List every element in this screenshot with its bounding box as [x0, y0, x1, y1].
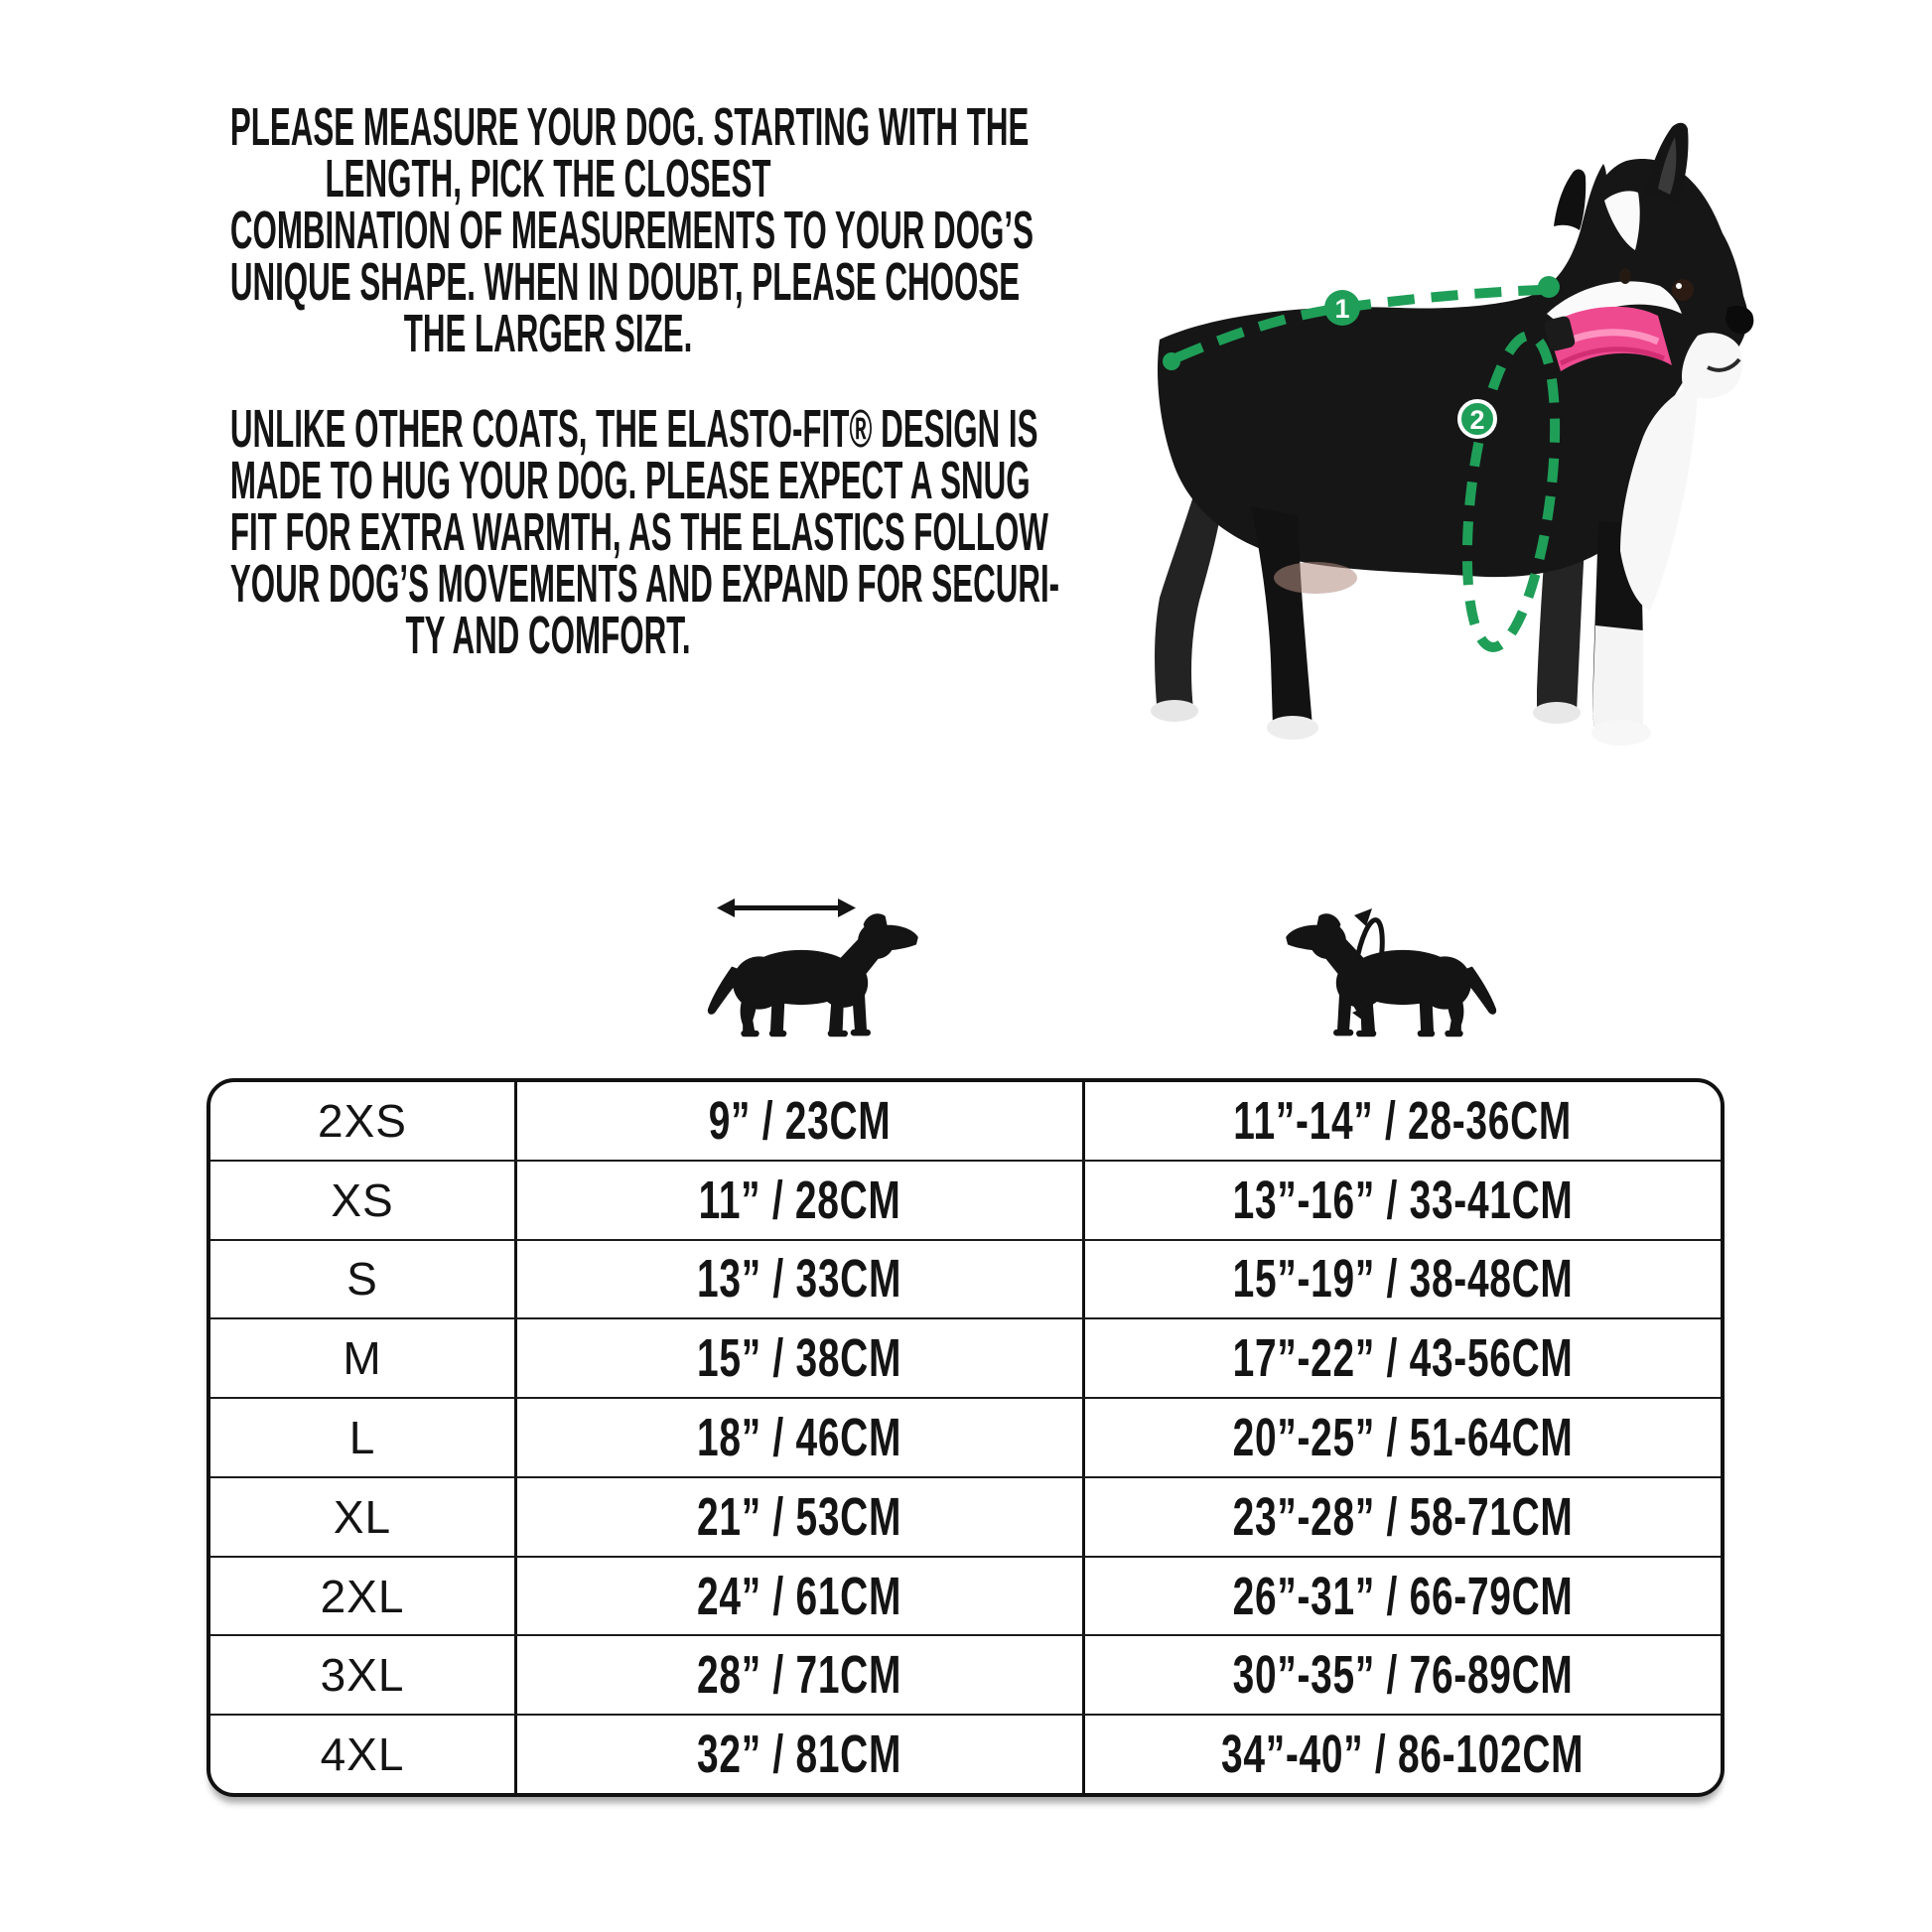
girth-cell: 11”-14” / 28-36CM — [1082, 1082, 1721, 1160]
fit-note-line: TY AND COMFORT. — [405, 606, 691, 665]
length-cell: 21” / 53CM — [514, 1478, 1082, 1556]
dog-front-white-sock — [1592, 625, 1643, 733]
dog-eye — [1672, 279, 1694, 301]
intro-line: COMBINATION OF MEASUREMENTS TO YOUR DOG’S — [229, 201, 1034, 260]
length-measure-icon — [685, 882, 1003, 1060]
girth-icon-svg — [1271, 882, 1588, 1060]
dog-near-rear-paw — [1267, 716, 1318, 740]
intro-line: LENGTH, PICK THE CLOSEST — [325, 149, 771, 208]
dog-eye-glint — [1676, 283, 1682, 289]
dog-photo-illustration — [1102, 69, 1876, 764]
table-row — [210, 1239, 1721, 1318]
table-row — [210, 1476, 1721, 1556]
size-cell: M — [343, 1332, 382, 1385]
size-cell: S — [346, 1253, 378, 1306]
girth-cell: 30”-35” / 76-89CM — [1082, 1636, 1721, 1714]
size-cell: L — [348, 1412, 376, 1464]
fit-note-line: MADE TO HUG YOUR DOG. PLEASE EXPECT A SNUG — [229, 451, 1031, 510]
length-cell: 24” / 61CM — [514, 1558, 1082, 1635]
size-cell: XS — [331, 1173, 394, 1226]
table-row — [210, 1317, 1721, 1397]
girth-measure-icon — [1271, 882, 1588, 1060]
girth-cell: 23”-28” / 58-71CM — [1082, 1478, 1721, 1556]
length-cell: 32” / 81CM — [514, 1716, 1082, 1793]
intro-line: UNIQUE SHAPE. WHEN IN DOUBT, PLEASE CHOOSE — [229, 252, 1021, 312]
table-row — [210, 1082, 1721, 1160]
size-cell: 2XL — [320, 1570, 405, 1622]
girth-cell: 15”-19” / 38-48CM — [1082, 1241, 1721, 1318]
girth-cell: 34”-40” / 86-102CM — [1082, 1716, 1721, 1793]
length-cell: 18” / 46CM — [514, 1399, 1082, 1476]
dog-far-eye — [1619, 268, 1631, 284]
length-cell: 15” / 38CM — [514, 1319, 1082, 1397]
size-cell: 4XL — [320, 1728, 405, 1781]
size-chart-table — [207, 1078, 1725, 1797]
size-cell: 2XS — [318, 1094, 407, 1147]
intro-line: PLEASE MEASURE YOUR DOG. STARTING WITH THE — [229, 97, 1030, 157]
dog-far-ear — [1554, 170, 1586, 230]
dog-measure-photo — [1102, 69, 1876, 764]
intro-line: THE LARGER SIZE. — [403, 304, 693, 363]
dog-silhouette — [708, 913, 918, 1036]
dog-far-rear-paw — [1151, 700, 1198, 722]
table-row — [210, 1556, 1721, 1635]
dog-silhouette — [1286, 913, 1496, 1036]
elasto-fit-note — [0, 399, 1096, 665]
fit-note-line: FIT FOR EXTRA WARMTH, AS THE ELASTICS FOLLOW — [229, 502, 1048, 562]
length-cell: 13” / 33CM — [514, 1241, 1082, 1318]
length-arrow — [717, 898, 856, 917]
fit-note-line: YOUR DOG’S MOVEMENTS AND EXPAND FOR SECURI- — [229, 554, 1060, 614]
dog-far-front-paw — [1533, 702, 1581, 724]
dog-near-front-paw — [1591, 720, 1651, 746]
girth-cell: 17”-22” / 43-56CM — [1082, 1319, 1721, 1397]
girth-cell: 26”-31” / 66-79CM — [1082, 1558, 1721, 1635]
measure-line-1-end-dot — [1538, 276, 1560, 298]
girth-cell: 13”-16” / 33-41CM — [1082, 1162, 1721, 1239]
fit-note-line: UNLIKE OTHER COATS, THE ELASTO-FIT® DESIGN IS — [229, 399, 1038, 459]
girth-cell: 20”-25” / 51-64CM — [1082, 1399, 1721, 1476]
table-row — [210, 1634, 1721, 1714]
dog-belly-skin — [1274, 562, 1357, 594]
measure-line-1-start-dot — [1163, 352, 1180, 370]
length-icon-svg — [685, 882, 1003, 1060]
length-cell: 28” / 71CM — [514, 1636, 1082, 1714]
size-cell: 3XL — [320, 1649, 405, 1702]
length-cell: 11” / 28CM — [514, 1162, 1082, 1239]
measuring-instructions — [0, 97, 1096, 363]
table-row — [210, 1397, 1721, 1476]
measure-badge-1-number: 1 — [1334, 294, 1350, 324]
table-row — [210, 1714, 1721, 1793]
measure-badge-2-number: 2 — [1469, 405, 1485, 435]
length-cell: 9” / 23CM — [514, 1082, 1082, 1160]
table-row — [210, 1160, 1721, 1239]
size-cell: XL — [333, 1490, 392, 1543]
